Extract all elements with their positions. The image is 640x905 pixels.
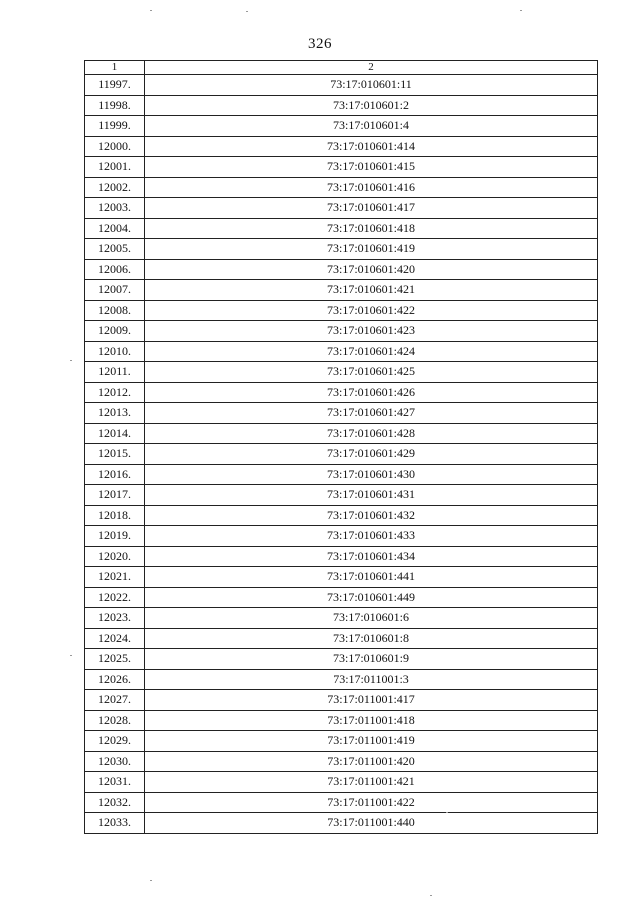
row-index-cell: 12015. bbox=[85, 444, 145, 465]
row-index-cell: 12028. bbox=[85, 710, 145, 731]
scan-speck bbox=[520, 10, 522, 11]
cadastral-number-cell: 73:17:010601:441 bbox=[145, 567, 598, 588]
cadastral-number-cell: 73:17:011001:418 bbox=[145, 710, 598, 731]
row-index-cell: 12003. bbox=[85, 198, 145, 219]
table-row bbox=[85, 546, 598, 567]
cadastral-number-cell: 73:17:010601:430 bbox=[145, 464, 598, 485]
cadastral-number-cell: 73:17:011001:422 bbox=[145, 792, 598, 813]
cadastral-number-cell: 73:17:010601:431 bbox=[145, 485, 598, 506]
cadastral-number-cell: 73:17:010601:434 bbox=[145, 546, 598, 567]
cadastral-number-cell: 73:17:010601:433 bbox=[145, 526, 598, 547]
table-row bbox=[85, 403, 598, 424]
table-row bbox=[85, 751, 598, 772]
table-row bbox=[85, 813, 598, 834]
cadastral-number-cell: 73:17:010601:11 bbox=[145, 75, 598, 96]
cadastral-number-cell: 73:17:010601:425 bbox=[145, 362, 598, 383]
row-index-cell: 12016. bbox=[85, 464, 145, 485]
table-row bbox=[85, 772, 598, 793]
cadastral-number-cell: 73:17:010601:428 bbox=[145, 423, 598, 444]
cadastral-number-cell: 73:17:010601:422 bbox=[145, 300, 598, 321]
cadastral-number-cell: 73:17:010601:2 bbox=[145, 95, 598, 116]
scan-speck bbox=[446, 812, 448, 813]
row-index-cell: 12014. bbox=[85, 423, 145, 444]
table-row bbox=[85, 198, 598, 219]
column-header-cadastral-number: 2 bbox=[145, 61, 598, 75]
scan-speck bbox=[150, 10, 152, 11]
row-index-cell: 12031. bbox=[85, 772, 145, 793]
row-index-cell: 12027. bbox=[85, 690, 145, 711]
header-row bbox=[85, 61, 598, 75]
table-row bbox=[85, 136, 598, 157]
table-row bbox=[85, 792, 598, 813]
row-index-cell: 11998. bbox=[85, 95, 145, 116]
row-index-cell: 12032. bbox=[85, 792, 145, 813]
row-index-cell: 12021. bbox=[85, 567, 145, 588]
table-row bbox=[85, 587, 598, 608]
table-row bbox=[85, 731, 598, 752]
cadastral-number-cell: 73:17:010601:414 bbox=[145, 136, 598, 157]
cadastral-number-cell: 73:17:010601:416 bbox=[145, 177, 598, 198]
cadastral-number-cell: 73:17:010601:427 bbox=[145, 403, 598, 424]
table-row bbox=[85, 690, 598, 711]
cadastral-number-cell: 73:17:010601:426 bbox=[145, 382, 598, 403]
cadastral-number-cell: 73:17:010601:449 bbox=[145, 587, 598, 608]
row-index-cell: 11997. bbox=[85, 75, 145, 96]
row-index-cell: 12001. bbox=[85, 157, 145, 178]
table-row bbox=[85, 116, 598, 137]
cadastral-number-cell: 73:17:010601:418 bbox=[145, 218, 598, 239]
cadastral-number-cell: 73:17:010601:421 bbox=[145, 280, 598, 301]
page-number: 326 bbox=[308, 36, 332, 52]
table-row bbox=[85, 177, 598, 198]
cadastral-number-cell: 73:17:010601:4 bbox=[145, 116, 598, 137]
row-index-cell: 12017. bbox=[85, 485, 145, 506]
table-row bbox=[85, 95, 598, 116]
cadastral-number-cell: 73:17:010601:9 bbox=[145, 649, 598, 670]
table-row bbox=[85, 628, 598, 649]
table-row bbox=[85, 464, 598, 485]
cadastral-number-cell: 73:17:010601:432 bbox=[145, 505, 598, 526]
row-index-cell: 12019. bbox=[85, 526, 145, 547]
row-index-cell: 12011. bbox=[85, 362, 145, 383]
table-row bbox=[85, 300, 598, 321]
table-row bbox=[85, 526, 598, 547]
table-row bbox=[85, 280, 598, 301]
row-index-cell: 12024. bbox=[85, 628, 145, 649]
row-index-cell: 12029. bbox=[85, 731, 145, 752]
row-index-cell: 12007. bbox=[85, 280, 145, 301]
row-index-cell: 12002. bbox=[85, 177, 145, 198]
cadastral-number-cell: 73:17:010601:420 bbox=[145, 259, 598, 280]
cadastral-number-cell: 73:17:010601:6 bbox=[145, 608, 598, 629]
row-index-cell: 12005. bbox=[85, 239, 145, 260]
row-index-cell: 12012. bbox=[85, 382, 145, 403]
cadastral-number-cell: 73:17:010601:8 bbox=[145, 628, 598, 649]
cadastral-number-cell: 73:17:010601:417 bbox=[145, 198, 598, 219]
table-row bbox=[85, 444, 598, 465]
row-index-cell: 12030. bbox=[85, 751, 145, 772]
table-row bbox=[85, 423, 598, 444]
cadastral-number-cell: 73:17:011001:440 bbox=[145, 813, 598, 834]
cadastral-number-cell: 73:17:010601:415 bbox=[145, 157, 598, 178]
table-row bbox=[85, 362, 598, 383]
table-row bbox=[85, 259, 598, 280]
row-index-cell: 12026. bbox=[85, 669, 145, 690]
table-row bbox=[85, 239, 598, 260]
table-row bbox=[85, 649, 598, 670]
cadastral-number-cell: 73:17:011001:419 bbox=[145, 731, 598, 752]
cadastral-number-cell: 73:17:010601:423 bbox=[145, 321, 598, 342]
row-index-cell: 12018. bbox=[85, 505, 145, 526]
row-index-cell: 12000. bbox=[85, 136, 145, 157]
table-header bbox=[85, 61, 598, 75]
row-index-cell: 11999. bbox=[85, 116, 145, 137]
row-index-cell: 12009. bbox=[85, 321, 145, 342]
table-row bbox=[85, 341, 598, 362]
row-index-cell: 12010. bbox=[85, 341, 145, 362]
table-row bbox=[85, 669, 598, 690]
table-row bbox=[85, 382, 598, 403]
cadastral-number-cell: 73:17:010601:429 bbox=[145, 444, 598, 465]
cadastral-number-cell: 73:17:010601:424 bbox=[145, 341, 598, 362]
row-index-cell: 12023. bbox=[85, 608, 145, 629]
scan-speck bbox=[246, 11, 248, 12]
table-row bbox=[85, 157, 598, 178]
scan-speck bbox=[430, 895, 432, 896]
scan-speck bbox=[70, 360, 72, 361]
table-row bbox=[85, 608, 598, 629]
row-index-cell: 12025. bbox=[85, 649, 145, 670]
cadastral-number-cell: 73:17:011001:3 bbox=[145, 669, 598, 690]
table-row bbox=[85, 710, 598, 731]
cadastral-number-cell: 73:17:010601:419 bbox=[145, 239, 598, 260]
cadastral-number-cell: 73:17:011001:421 bbox=[145, 772, 598, 793]
table-body bbox=[85, 75, 598, 834]
table-row bbox=[85, 567, 598, 588]
row-index-cell: 12006. bbox=[85, 259, 145, 280]
scan-speck bbox=[70, 655, 72, 656]
table-row bbox=[85, 218, 598, 239]
table-row bbox=[85, 75, 598, 96]
row-index-cell: 12020. bbox=[85, 546, 145, 567]
cadastral-number-cell: 73:17:011001:417 bbox=[145, 690, 598, 711]
scan-speck bbox=[150, 880, 152, 881]
row-index-cell: 12033. bbox=[85, 813, 145, 834]
row-index-cell: 12022. bbox=[85, 587, 145, 608]
cadastral-number-cell: 73:17:011001:420 bbox=[145, 751, 598, 772]
registry-table bbox=[84, 60, 598, 834]
table-row bbox=[85, 485, 598, 506]
row-index-cell: 12008. bbox=[85, 300, 145, 321]
row-index-cell: 12013. bbox=[85, 403, 145, 424]
column-header-index: 1 bbox=[85, 61, 145, 75]
row-index-cell: 12004. bbox=[85, 218, 145, 239]
table-row bbox=[85, 505, 598, 526]
table-row bbox=[85, 321, 598, 342]
